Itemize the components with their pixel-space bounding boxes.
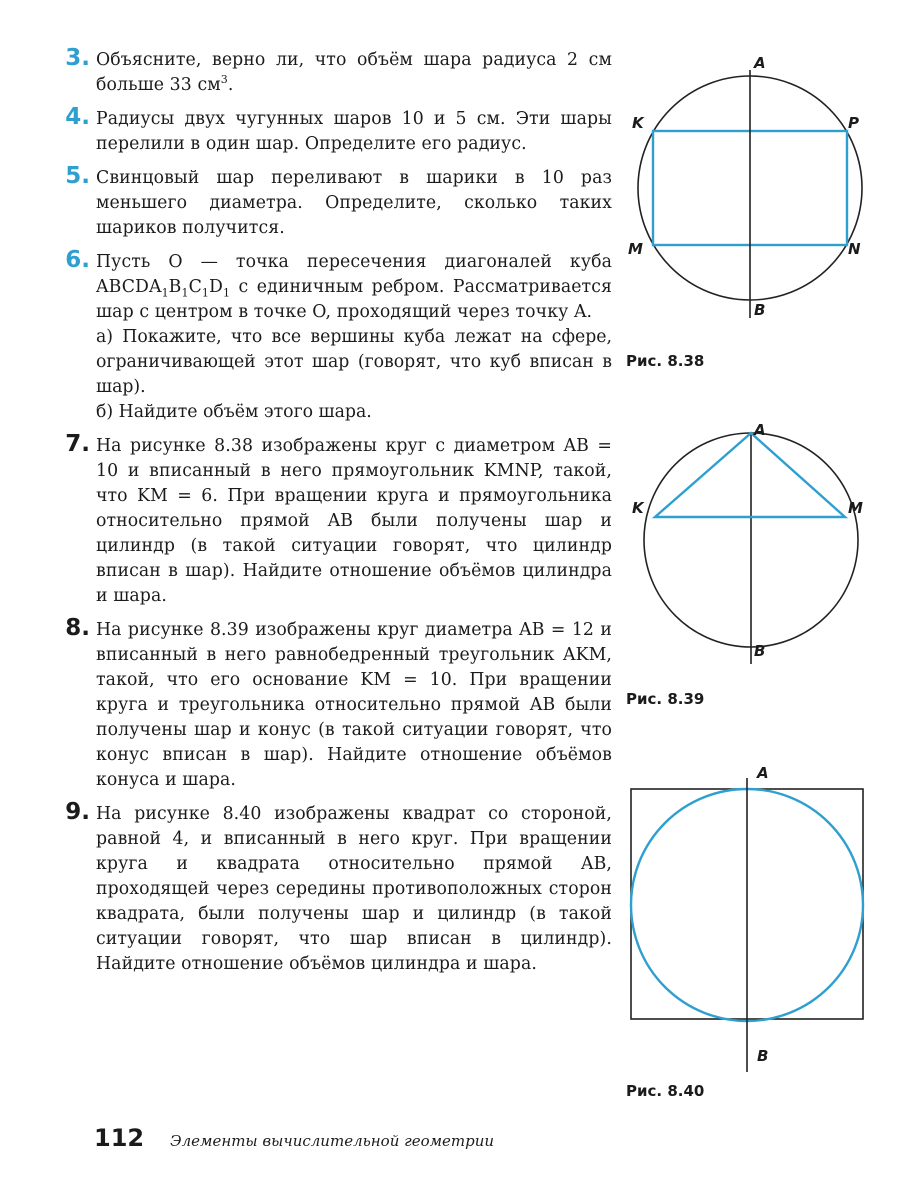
problem-text: Объясните, верно ли, что объём шара радиуса 2 см больше 33 см xyxy=(96,50,612,95)
cube-letter: C xyxy=(188,277,202,297)
problem-number: 5. xyxy=(65,163,90,189)
problem-number: 8. xyxy=(65,615,90,641)
label-b: B xyxy=(757,1047,769,1065)
label-k: K xyxy=(632,499,644,517)
problem-text: Свинцовый шар переливают в шарики в 10 раз меньшего диаметра. Определите, сколько таких шариков получится. xyxy=(96,168,612,238)
subscript: 1 xyxy=(161,286,169,300)
label-n: N xyxy=(848,240,861,258)
figure-8-39-drawing xyxy=(612,416,900,666)
label-b: B xyxy=(754,642,766,660)
caption-8-38: Рис. 8.38 xyxy=(626,352,705,370)
subscript: 1 xyxy=(181,286,189,300)
label-a: A xyxy=(754,421,766,439)
problem-number: 7. xyxy=(65,431,90,457)
label-k: K xyxy=(632,114,644,132)
problem-9 xyxy=(65,799,612,977)
problem-number: 9. xyxy=(65,799,90,825)
problems-list xyxy=(65,45,612,986)
page-number: 112 xyxy=(94,1124,145,1152)
running-title: Элементы вычислительной геометрии xyxy=(170,1132,495,1150)
problem-3 xyxy=(65,45,612,98)
figure-8-38-drawing xyxy=(612,48,900,328)
problem-text: На рисунке 8.39 изображены круг диаметра AB = 12 и вписанный в него равнобедренный треугольник AKM, такой, что его основание KM = 10. При вращении круга и треугольника относительно прямой AB были получены шар и конус (в такой ситуации говорят, что конус вписан в шар). Найдите отношение объёмов конуса и шара. xyxy=(96,620,612,790)
figure-8-39 xyxy=(612,416,900,666)
problem-text: Радиусы двух чугунных шаров 10 и 5 см. Эти шары перелили в один шар. Определите его радиус. xyxy=(96,109,612,154)
problem-text-tail: . xyxy=(227,75,234,95)
label-m: M xyxy=(628,240,643,258)
problem-text-cont: с единичным ребром. Рассматривается шар с центром в точке O, проходящий через точку A. xyxy=(96,277,612,322)
subscript: 1 xyxy=(223,286,231,300)
problem-text: Пусть O — точка пересечения диагоналей куба ABCDA xyxy=(96,252,612,297)
label-p: P xyxy=(848,114,859,132)
cube-letter: B xyxy=(168,277,182,297)
label-b: B xyxy=(754,301,766,319)
problem-6 xyxy=(65,247,612,425)
page-footer xyxy=(94,1124,494,1152)
problem-number: 6. xyxy=(65,247,90,273)
inscribed-triangle xyxy=(655,433,845,517)
problem-6-item-b: б) Найдите объём этого шара. xyxy=(96,402,372,422)
figure-8-40-drawing xyxy=(612,760,900,1082)
problem-6-item-a: а) Покажите, что все вершины куба лежат на сфере, ограничивающей этот шар (говорят, что куб вписан в шар). xyxy=(96,327,612,397)
problem-4 xyxy=(65,104,612,157)
problem-7 xyxy=(65,431,612,609)
label-m: M xyxy=(848,499,863,517)
problem-text: На рисунке 8.38 изображены круг с диаметром AB = 10 и вписанный в него прямоугольник KMNP, такой, что KM = 6. При вращении круга и прямоугольника относительно прямой AB были получены шар и цилиндр (в такой ситуации говорят, что цилиндр вписан в шар). Найдите отношение объёмов цилиндра и шара. xyxy=(96,436,612,606)
label-a: A xyxy=(757,764,769,782)
caption-8-40: Рис. 8.40 xyxy=(626,1082,705,1100)
problem-number: 4. xyxy=(65,104,90,130)
problem-8 xyxy=(65,615,612,793)
subscript: 1 xyxy=(201,286,210,300)
label-a: A xyxy=(754,54,766,72)
caption-8-39: Рис. 8.39 xyxy=(626,690,705,708)
superscript: 3 xyxy=(220,73,228,87)
problem-text: На рисунке 8.40 изображены квадрат со стороной, равной 4, и вписанный в него круг. При вращении круга и квадрата относительно прямой AB, проходящей через середины противоположных сторон квадрата, были получены шар и цилиндр (в такой ситуации говорят, что шар вписан в цилиндр). Найдите отношение объёмов цилиндра и шара. xyxy=(96,804,612,974)
figure-8-40 xyxy=(612,760,900,1082)
cube-letter: D xyxy=(209,277,223,297)
problem-5 xyxy=(65,163,612,241)
figure-8-38 xyxy=(612,48,900,328)
problem-number: 3. xyxy=(65,45,90,71)
